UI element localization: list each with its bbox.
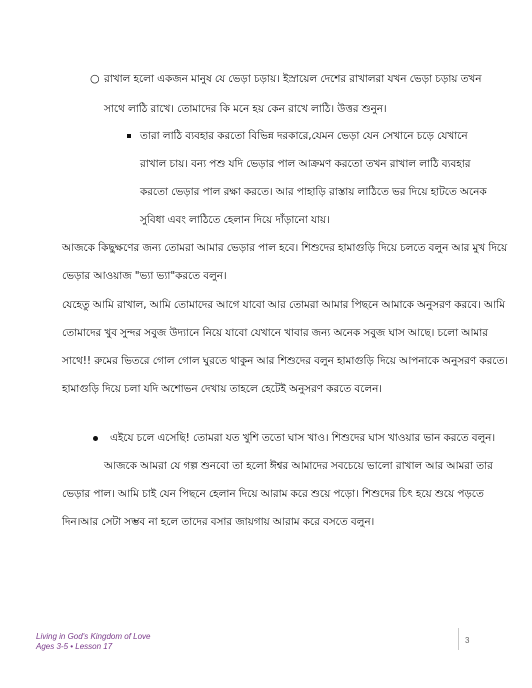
paragraph-2-line-2: রাখাল চায়। বন্য পশু যদি ভেড়ার পাল আক্রমণ করতো তখন রাখাল লাঠি ব্যবহার: [140, 158, 471, 170]
paragraph-5-line-2: আজকে আমরা যে গল্প শুনবো তা হলো ঈশ্বর আমাদের সবচেয়ে ভালো রাখাল আর আমরা তার: [104, 460, 493, 472]
paragraph-1-line-2: সাথে লাঠি রাখে। তোমাদের কি মনে হয় কেন রাখে লাঠি। উত্তর শুনুন।: [104, 103, 387, 115]
paragraph-4-line-2: তোমাদের খুব সুন্দর সবুজ উদ্যানে নিয়ে যাবো যেখানে খাবার জন্য অনেক সবুজ ঘাস আছে। চলো আমার: [62, 327, 488, 339]
dot-bullet: [93, 436, 98, 441]
paragraph-4-line-1: যেহেতু আমি রাখাল, আমি তোমাদের আগে যাবো আর তোমরা আমার পিছনে আমাকে অনুসরণ করবে। আমি: [62, 299, 505, 311]
footer-subtitle: Ages 3-5 • Lesson 17: [36, 642, 113, 651]
footer-title: Living in God's Kingdom of Love: [36, 632, 151, 641]
paragraph-2-line-3: করতো ভেড়ার পাল রক্ষা করতে। আর পাহাড়ি রাস্তায় লাঠিতে ভর দিয়ে হাটতে অনেক: [140, 186, 487, 198]
paragraph-4-line-3: সাথে!! রুমের ভিতরে গোল গোল ঘুরতে থাকুন আর শিশুদের বলুন হামাগুড়ি দিয়ে আপনাকে অনুসরণ করতে।: [62, 355, 508, 367]
paragraph-2-line-4: সুবিধা এবং লাঠিতে হেলান দিয়ে দাঁড়ানো যায়।: [140, 214, 330, 226]
square-bullet: [127, 134, 131, 138]
page-number: 3: [465, 636, 470, 645]
paragraph-4-line-4: হামাগুড়ি দিয়ে চলা যদি অশোভন দেখায় তাহলে হেটেই অনুসরণ করতে বলেন।: [62, 383, 382, 395]
paragraph-1-line-1: রাখাল হলো একজন মানুষ যে ভেড়া চড়ায়। ইস্রায়েল দেশের রাখালরা যখন ভেড়া চড়ায় তখন: [104, 73, 482, 85]
hollow-circle-bullet: ○: [90, 72, 100, 85]
footer-divider: [458, 628, 459, 650]
paragraph-2-line-1: তারা লাঠি ব্যবহার করতো বিভিন্ন দরকারে,যেমন ভেড়া যেন সেখানে চড়ে যেখানে: [140, 130, 468, 142]
paragraph-3-line-2: ভেড়ার আওয়াজ "ভ্যা ভ্যা"করতে বলুন।: [62, 270, 227, 282]
paragraph-5-line-1: এইযে চলে এসেছি! তোমরা যত খুশি ততো ঘাস খাও। শিশুদের ঘাস খাওয়ার ভান করতে বলুন।: [110, 432, 496, 444]
paragraph-3-line-1: আজকে কিছুক্ষণের জন্য তোমরা আমার ভেড়ার পাল হবে। শিশুদের হামাগুড়ি দিয়ে চলতে বলুন আর মুখ দিয়ে: [62, 242, 508, 254]
paragraph-5-line-3: ভেড়ার পাল। আমি চাই যেন পিছনে হেলান দিয়ে আরাম করে শুয়ে পড়ো। শিশুদের চিৎ হয়ে শুয়ে পড়তে: [62, 488, 484, 500]
paragraph-5-line-4: দিন।আর সেটা সম্ভব না হলে তাদের বসার জায়গায় আরাম করে বসতে বলুন।: [62, 516, 375, 528]
